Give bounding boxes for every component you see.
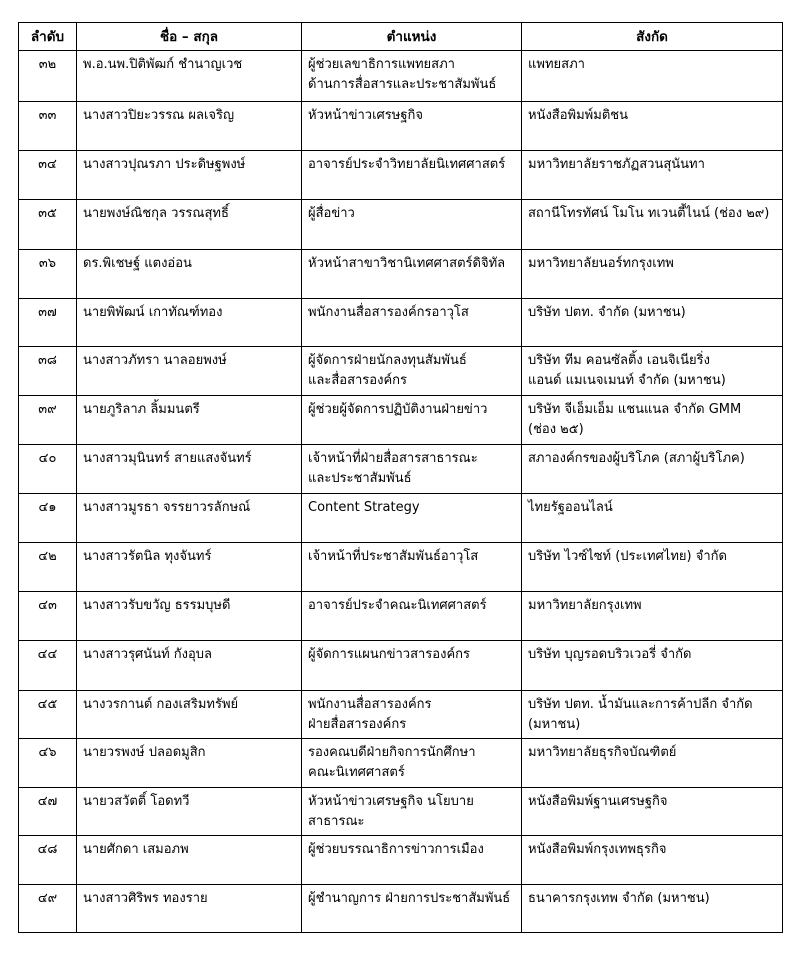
document-page bbox=[18, 22, 783, 933]
name-cell: นางสาวรัตนิล ทุงจันทร์ bbox=[77, 543, 302, 592]
table-header-row bbox=[19, 23, 783, 51]
order-cell: ๓๕ bbox=[19, 200, 77, 250]
table-row bbox=[19, 885, 783, 933]
affiliation-line: แอนด์ แมเนจเมนท์ จำกัด (มหาชน) bbox=[528, 373, 726, 388]
position-line: หัวหน้าข่าวเศรษฐกิจ นโยบาย bbox=[308, 794, 474, 809]
header-affiliation: สังกัด bbox=[522, 23, 783, 51]
order-cell: ๔๑ bbox=[19, 494, 77, 543]
position-line: อาจารย์ประจำคณะนิเทศศาสตร์ bbox=[308, 598, 487, 613]
header-order: ลำดับ bbox=[19, 23, 77, 51]
name-cell: นายวรพงษ์ ปลอดมูสิก bbox=[77, 739, 302, 788]
table-row bbox=[19, 543, 783, 592]
table-body bbox=[19, 51, 783, 933]
position-cell bbox=[302, 200, 522, 250]
table-row bbox=[19, 494, 783, 543]
position-line: ผู้ช่วยผู้จัดการปฏิบัติงานฝ่ายข่าว bbox=[308, 402, 488, 417]
position-line: Content Strategy bbox=[308, 500, 420, 515]
affiliation-cell bbox=[522, 445, 783, 494]
affiliation-cell bbox=[522, 739, 783, 788]
affiliation-cell bbox=[522, 200, 783, 250]
position-cell bbox=[302, 494, 522, 543]
position-cell bbox=[302, 250, 522, 299]
position-line: หัวหน้าสาขาวิชานิเทศศาสตร์ดิจิทัล bbox=[308, 256, 506, 271]
affiliation-cell bbox=[522, 51, 783, 102]
position-line: อาจารย์ประจำวิทยาลัยนิเทศศาสตร์ bbox=[308, 157, 506, 172]
order-cell: ๔๘ bbox=[19, 836, 77, 885]
order-cell: ๔๒ bbox=[19, 543, 77, 592]
position-line: ผู้ช่วยบรรณาธิการข่าวการเมือง bbox=[308, 842, 484, 857]
table-row bbox=[19, 445, 783, 494]
affiliation-line: มหาวิทยาลัยนอร์ทกรุงเทพ bbox=[528, 256, 674, 271]
position-cell bbox=[302, 836, 522, 885]
name-cell: นางสาวรับขวัญ ธรรมบุษดี bbox=[77, 592, 302, 641]
position-line: ผู้ชำนาญการ ฝ่ายการประชาสัมพันธ์ bbox=[308, 891, 511, 906]
affiliation-cell bbox=[522, 592, 783, 641]
order-cell: ๓๗ bbox=[19, 299, 77, 347]
name-cell: นายพิพัฒน์ เกาทัณฑ์ทอง bbox=[77, 299, 302, 347]
affiliation-line: บริษัท จีเอ็มเอ็ม แชนแนล จำกัด GMM bbox=[528, 402, 742, 417]
affiliation-cell bbox=[522, 691, 783, 739]
affiliation-cell bbox=[522, 494, 783, 543]
position-cell bbox=[302, 102, 522, 151]
name-cell: นางสาวภัทรา นาลอยพงษ์ bbox=[77, 347, 302, 396]
name-cell: นายวสวัตติ์ โอดทวี bbox=[77, 788, 302, 836]
order-cell: ๓๙ bbox=[19, 396, 77, 445]
position-line: เจ้าหน้าที่ฝ่ายสื่อสารสาธารณะ bbox=[308, 451, 478, 466]
position-cell bbox=[302, 885, 522, 933]
position-line: พนักงานสื่อสารองค์กรอาวุโส bbox=[308, 305, 469, 320]
position-cell bbox=[302, 51, 522, 102]
order-cell: ๔๓ bbox=[19, 592, 77, 641]
affiliation-line: สภาองค์กรของผู้บริโภค (สภาผู้บริโภค) bbox=[528, 451, 745, 466]
table-row bbox=[19, 396, 783, 445]
order-cell: ๓๔ bbox=[19, 151, 77, 200]
affiliation-cell bbox=[522, 151, 783, 200]
position-line: และสื่อสารองค์กร bbox=[308, 373, 407, 388]
position-cell bbox=[302, 151, 522, 200]
position-line: ฝ่ายสื่อสารองค์กร bbox=[308, 717, 407, 732]
order-cell: ๔๗ bbox=[19, 788, 77, 836]
order-cell: ๔๐ bbox=[19, 445, 77, 494]
affiliation-line: สถานีโทรทัศน์ โมโน ทเวนตี้ไนน์ (ช่อง ๒๙) bbox=[528, 206, 770, 221]
position-cell bbox=[302, 347, 522, 396]
position-line: และประชาสัมพันธ์ bbox=[308, 471, 412, 486]
position-line: ผู้จัดการแผนกข่าวสารองค์กร bbox=[308, 647, 470, 662]
affiliation-line: มหาวิทยาลัยธุรกิจบัณฑิตย์ bbox=[528, 745, 677, 760]
affiliation-line: บริษัท ปตท. น้ำมันและการค้าปลีก จำกัด bbox=[528, 697, 753, 712]
position-cell bbox=[302, 788, 522, 836]
affiliation-line: ธนาคารกรุงเทพ จำกัด (มหาชน) bbox=[528, 891, 710, 906]
name-cell: นางสาวมูรธา จรรยาวรลักษณ์ bbox=[77, 494, 302, 543]
affiliation-cell bbox=[522, 788, 783, 836]
affiliation-line: บริษัท บุญรอดบริวเวอรี่ จำกัด bbox=[528, 647, 692, 662]
affiliation-line: (มหาชน) bbox=[528, 717, 581, 732]
order-cell: ๔๙ bbox=[19, 885, 77, 933]
name-cell: นางสาวปุณรภา ประดิษฐพงษ์ bbox=[77, 151, 302, 200]
name-cell: นายศักดา เสมอภพ bbox=[77, 836, 302, 885]
position-line: หัวหน้าข่าวเศรษฐกิจ bbox=[308, 108, 424, 123]
table-row bbox=[19, 691, 783, 739]
table-row bbox=[19, 200, 783, 250]
name-cell: นางสาวรุศนันท์ กังอุบล bbox=[77, 641, 302, 691]
affiliation-line: บริษัท ไวซ์ไซท์ (ประเทศไทย) จำกัด bbox=[528, 549, 727, 564]
affiliation-cell bbox=[522, 347, 783, 396]
name-cell: พ.อ.นพ.ปิติพัฒก์ ชำนาญเวช bbox=[77, 51, 302, 102]
position-cell bbox=[302, 691, 522, 739]
name-cell: นายพงษ์ณิชกุล วรรณสุทธิ์ bbox=[77, 200, 302, 250]
affiliation-line: มหาวิทยาลัยกรุงเทพ bbox=[528, 598, 642, 613]
order-cell: ๔๕ bbox=[19, 691, 77, 739]
affiliation-line: บริษัท ปตท. จำกัด (มหาชน) bbox=[528, 305, 686, 320]
position-cell bbox=[302, 739, 522, 788]
position-line: เจ้าหน้าที่ประชาสัมพันธ์อาวุโส bbox=[308, 549, 479, 564]
table-row bbox=[19, 641, 783, 691]
name-cell: นางสาวศิริพร ทองราย bbox=[77, 885, 302, 933]
position-line: คณะนิเทศศาสตร์ bbox=[308, 765, 405, 780]
header-name: ชื่อ – สกุล bbox=[77, 23, 302, 51]
affiliation-line: หนังสือพิมพ์ฐานเศรษฐกิจ bbox=[528, 794, 668, 809]
affiliation-cell bbox=[522, 641, 783, 691]
position-cell bbox=[302, 299, 522, 347]
position-line: ผู้สื่อข่าว bbox=[308, 206, 355, 221]
position-line: รองคณบดีฝ่ายกิจการนักศึกษา bbox=[308, 745, 476, 760]
position-line: ผู้ช่วยเลขาธิการแพทยสภา bbox=[308, 57, 455, 72]
position-line: ด้านการสื่อสารและประชาสัมพันธ์ bbox=[308, 77, 497, 92]
affiliation-cell bbox=[522, 102, 783, 151]
affiliation-cell bbox=[522, 299, 783, 347]
table-row bbox=[19, 592, 783, 641]
affiliation-line: หนังสือพิมพ์กรุงเทพธุรกิจ bbox=[528, 842, 667, 857]
affiliation-cell bbox=[522, 836, 783, 885]
order-cell: ๔๖ bbox=[19, 739, 77, 788]
table-row bbox=[19, 347, 783, 396]
order-cell: ๓๖ bbox=[19, 250, 77, 299]
position-cell bbox=[302, 543, 522, 592]
position-cell bbox=[302, 396, 522, 445]
affiliation-line: หนังสือพิมพ์มติชน bbox=[528, 108, 628, 123]
member-table bbox=[18, 22, 783, 933]
table-row bbox=[19, 299, 783, 347]
affiliation-cell bbox=[522, 250, 783, 299]
position-line: พนักงานสื่อสารองค์กร bbox=[308, 697, 432, 712]
position-cell bbox=[302, 445, 522, 494]
affiliation-cell bbox=[522, 885, 783, 933]
affiliation-line: แพทยสภา bbox=[528, 57, 585, 72]
table-row bbox=[19, 151, 783, 200]
order-cell: ๓๓ bbox=[19, 102, 77, 151]
affiliation-line: มหาวิทยาลัยราชภัฏสวนสุนันทา bbox=[528, 157, 705, 172]
position-cell bbox=[302, 641, 522, 691]
affiliation-cell bbox=[522, 543, 783, 592]
position-line: สาธารณะ bbox=[308, 814, 365, 829]
affiliation-cell bbox=[522, 396, 783, 445]
affiliation-line: บริษัท ทีม คอนซัลติ้ง เอนจิเนียริ่ง bbox=[528, 353, 710, 368]
name-cell: นางวรกานต์ กองเสริมทรัพย์ bbox=[77, 691, 302, 739]
table-row bbox=[19, 836, 783, 885]
table-row bbox=[19, 250, 783, 299]
table-row bbox=[19, 739, 783, 788]
affiliation-line: (ช่อง ๒๕) bbox=[528, 422, 584, 437]
order-cell: ๔๔ bbox=[19, 641, 77, 691]
header-position: ตำแหน่ง bbox=[302, 23, 522, 51]
name-cell: ดร.พิเชษฐ์ แตงอ่อน bbox=[77, 250, 302, 299]
name-cell: นายภูริลาภ ลิ้มมนตรี bbox=[77, 396, 302, 445]
order-cell: ๓๘ bbox=[19, 347, 77, 396]
table-row bbox=[19, 102, 783, 151]
name-cell: นางสาวมุนินทร์ สายแสงจันทร์ bbox=[77, 445, 302, 494]
name-cell: นางสาวปิยะวรรณ ผลเจริญ bbox=[77, 102, 302, 151]
position-cell bbox=[302, 592, 522, 641]
table-row bbox=[19, 51, 783, 102]
table-row bbox=[19, 788, 783, 836]
affiliation-line: ไทยรัฐออนไลน์ bbox=[528, 500, 613, 515]
order-cell: ๓๒ bbox=[19, 51, 77, 102]
position-line: ผู้จัดการฝ่ายนักลงทุนสัมพันธ์ bbox=[308, 353, 467, 368]
